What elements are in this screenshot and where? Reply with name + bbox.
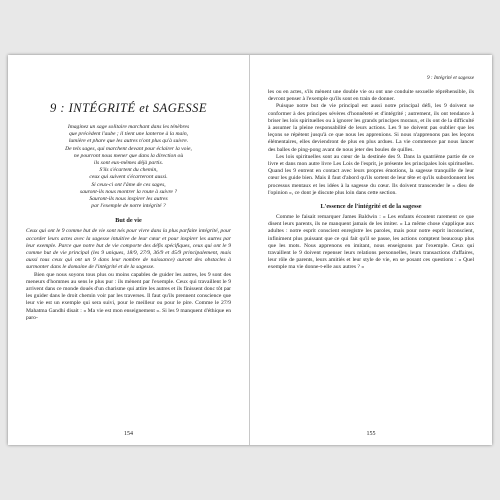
- poem-line: Si ceux-ci ont l'âme de ces sages,: [91, 181, 166, 188]
- poem-line: que précèdent l'aube ; il tient une lanterne à la main,: [68, 131, 189, 138]
- running-head: 9 : Intégrité et sagesse: [427, 75, 474, 81]
- poem-line: Imaginez un sage solitaire marchant dans les ténèbres: [67, 124, 190, 130]
- body-paragraph: Ceux qui ont le 9 comme but de vie sont nés pour vivre dans la plus parfaite intégrité, pour accorder leurs actes avec la sagesse intuitive de leur cœur et pour inspirer les autres par leur exemple. Parce que notre but de vie comporte des défis spécifiques, ceux qui ont le 9 comme but de vie principal (les 9 uniques, 18/9, 27/9, 36/9 et 45/9 principalement, mais aussi tous ceux qui ont un 9 dans leur nombre de naissance) auront des obstacles à surmonter dans le domaine de l'intégrité et de la sagesse.: [26, 228, 231, 271]
- chapter-title: 9 : INTÉGRITÉ et SAGESSE: [49, 101, 208, 115]
- epigraph-poem: [26, 124, 231, 210]
- body-paragraph: Bien que nous soyons tous plus ou moins capables de guider les autres, les 9 sont des meneurs d'hommes au sens le plus pur : ils mènent par l'exemple. Ceux qui travaillent le 9 arrivent dans ce monde doués d'un charisme qui attire les autres et ils finissent donc tôt par les guider dans le droit chemin voir par les traverses. Il faut qu'ils prennent conscience que leur vie est un exemple qui sera suivi, pour le meilleur ou pour le pire. Comme le 27/9 Mahatma Gandhi disait : « Ma vie est mon enseignement ». Si les 9 manquent d'éthique en paro-: [26, 271, 231, 321]
- book-spread: [8, 55, 492, 445]
- poem-line: S'ils s'écartent du chemin,: [99, 167, 158, 174]
- body-paragraph: Les lois spirituelles sont au cœur de la destinée des 9. Dans la quatrième partie de ce livre et dans mon autre livre Les Lois de l'esprit, je présente les principales lois spirituelles. Quand les 9 entrent en contact avec leurs propres émotions, la sagesse tranquille de leur cœur les guide bien. Mais il faut d'abord qu'ils sortent de leur tête et qu'ils subordonnent les processus mentaux et les idées à la sagesse du cœur. Ils doivent transcender le « dieu de l'opinion », ce dont je discute plus loin dans cette section.: [268, 153, 474, 196]
- page-number: 155: [366, 431, 376, 437]
- poem-line: par l'exemple de notre intégrité ?: [91, 203, 166, 210]
- poem-line: ne pourront nous mener que dans la direction où: [73, 152, 184, 159]
- poem-line: Sauront-ils nous inspirer les autres: [89, 196, 168, 203]
- page-number: 154: [124, 431, 133, 437]
- right-page: [250, 55, 492, 445]
- body-paragraph: Puisque notre but de vie principal est aussi notre principal défi, les 9 doivent se conformer à des principes sévères d'honnêteté et d'intégrité ; autrement, ils ont tendance à briser les lois spirituelles ou à ignorer les grands principes moraux, et ils ont de la difficulté à assumer la pleine responsabilité de leurs actions. Les 9 ne doivent pas oublier que les leçons se répètent jusqu'à ce que nous les apprenions. Si nous n'apprenons pas les leçons élémentaires, elles deviendront de plus en plus ardues. La vie commence par nous lancer des balles de ping-pong avant de nous jeter des boules de quilles.: [268, 103, 474, 153]
- body-paragraph: Comme le faisait remarquer James Baldwin : « Les enfants écoutent rarement ce que disent leurs parents, ils ne manquent jamais de les imiter. » La même chose s'applique aux adultes : notre esprit conscient enregistre les paroles, mais pour notre esprit inconscient, infiniment plus puissant que ce qui fait qu'il se passe, les actions comptent beaucoup plus que les mots. Nous apprenons en imitant, nous enseignons par l'exemple. Ceux qui travaillent le 9 doivent repenser leurs relations personnelles, leurs transactions d'affaires, leur rôle de parents, leurs amitiés et leur style de vie, en se posant ces questions : « Quel exemple ma vie donne-t-elle aux autres ? »: [268, 214, 474, 271]
- body-paragraph: les ou en actes, s'ils mènent une double vie ou ont une conduite sexuelle répréhensible, ils devront penser à l'exemple qu'ils sont en train de donner.: [268, 89, 474, 103]
- section-title: L'essence de l'intégrité et de la sagesse: [320, 203, 422, 211]
- poem-line: sauront-ils nous montrer la route à suivre ?: [79, 188, 178, 195]
- poem-line: De tels sages, qui marchent devant pour éclairer la voie,: [65, 145, 192, 152]
- section-title: But de vie: [115, 217, 142, 225]
- poem-line: lumière et phare que les autres n'ont plus qu'à suivre.: [68, 138, 189, 145]
- left-page: [8, 55, 250, 445]
- poem-line: ils sont eux-mêmes déjà partis.: [93, 160, 164, 167]
- poem-line: ceux qui suivent s'écarteront aussi.: [89, 174, 168, 181]
